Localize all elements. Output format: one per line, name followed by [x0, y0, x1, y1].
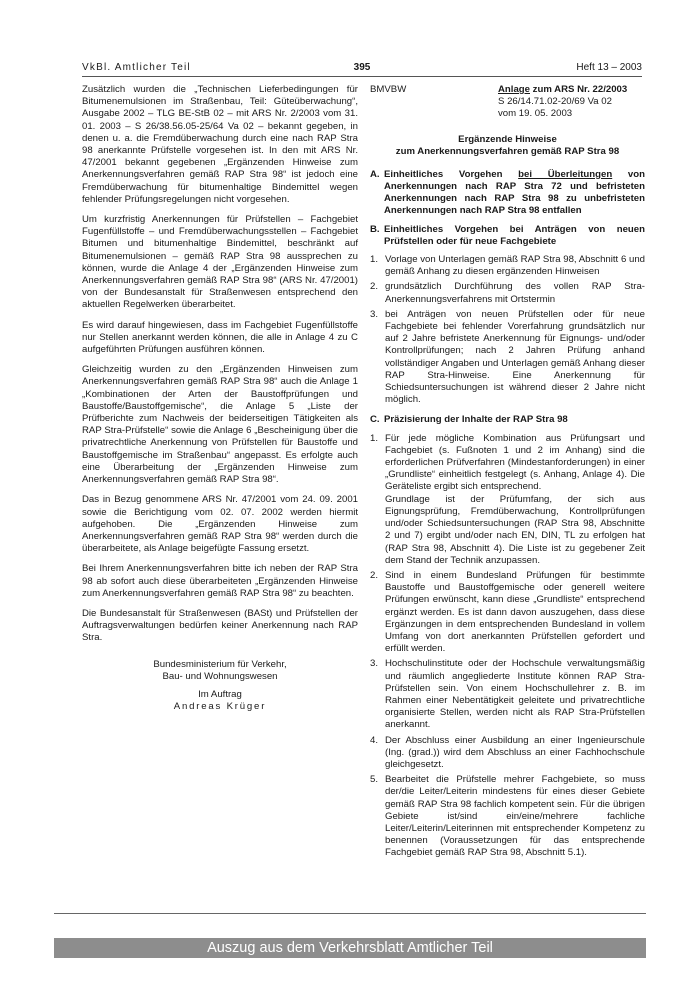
- paragraph: Das in Bezug genommene ARS Nr. 47/2001 vom 24. 09. 2001 sowie die Berichtigung vom 02. 07. 2002 werden hiermit aufgehoben. Die „Ergänzenden Hinweise zum Anerkennungsverfahren gemäß RAP Stra 98“ werden durch die überarbeitete, als Anlage beigefügte Fassung ersetzt.: [82, 494, 358, 555]
- page-number: 395: [353, 62, 371, 73]
- annex-date: vom 19. 05. 2003: [498, 108, 573, 120]
- paragraph: Es wird darauf hingewiesen, dass im Fachgebiet Fugenfüllstoffe nur Stellen anerkannt werden können, die alle in Anlage 4 zu C aufgeführten Prüfungen ausführen können.: [82, 319, 358, 356]
- title-line: Ergänzende Hinweise: [458, 134, 557, 145]
- paragraph: Bei Ihrem Anerkennungsverfahren bitte ich neben der RAP Stra 98 ab sofort auch diese überarbeiteten „Ergänzenden Hinweise zum Anerkennungsverfahren gemäß RAP Stra 98“ zu beachten.: [82, 563, 358, 599]
- annex-reference: [370, 84, 645, 124]
- left-column: [82, 84, 358, 713]
- list-item: 2. Sind in einem Bundesland Prüfungen für bestimmte Baustoffe und Baustoffgemische oder generell weitere Prüfungen erwünscht, kann diese „Grundliste“ entsprechend ergänzt werden. Es ist dann davon auszugehen, dass diese Ergänzungen in dem entsprechenden Bundesland in vollem Umfang von dort anerkannten Prüfstellen gefordert und erfüllt werden.: [370, 569, 645, 655]
- annex-ars-number: zum ARS Nr. 22/2003: [530, 84, 628, 95]
- section-text: Einheitliches Vorgehen: [384, 168, 519, 180]
- section-a-heading: [370, 169, 645, 218]
- section-label: C.: [370, 414, 380, 426]
- section-c-heading: [370, 414, 645, 426]
- section-text: Einheitliches Vorgehen bei Anträgen von neuen Prüfstellen oder für neue Fachgebiete: [384, 223, 645, 247]
- file-reference: S 26/14.71.02-20/69 Va 02: [498, 96, 612, 108]
- section-c-list: [370, 433, 645, 860]
- issue-label: Heft 13 – 2003: [576, 62, 642, 73]
- document-title: [370, 134, 645, 159]
- list-item: 4. Der Abschluss einer Ausbildung an einer Ingenieurschule (Ing. (grad.)) wird dem Abschluss an einer Fachhochschule gleichgesetzt.: [370, 734, 645, 770]
- section-b-list: [370, 254, 645, 406]
- annex-label: Anlage: [498, 84, 530, 95]
- list-item-paragraph: Grundlage ist der Prüfumfang, der sich aus Eignungsprüfung, Fremdüberwachung, Kontrollprüfungen und/oder Schiedsuntersuchungen (RAP Stra 98, Abschnitte 2 und 7) ergibt und/oder nach EN, DIN, TL zu erfolgen hat (RAP Stra 98, Abschnitt 4). Die Liste ist zu gegebener Zeit dem Stand der Technik anzupassen.: [385, 493, 645, 566]
- list-item-paragraph: Für jede mögliche Kombination aus Prüfungsart und Fachgebiet (s. Fußnoten 1 und 2 im Anhang) sind die erforderlichen Prüfverfahren (Mindestanforderungen) in einer „Grundliste“ einheitlich festgelegt (s. Anhang, Anlage 4). Die Geräteliste ergibt sich entsprechend.: [385, 432, 645, 493]
- list-item: 1. Vorlage von Unterlagen gemäß RAP Stra 98, Abschnitt 6 und gemäß Anhang zu diesen ergänzenden Hinweisen: [370, 254, 645, 278]
- list-item: 1. Für jede mögliche Kombination aus Prüfungsart und Fachgebiet (s. Fußnoten 1 und 2 im Anhang) sind die erforderlichen Prüfverfahren (Mindestanforderungen) in einer „Grundliste“ einheitlich festgelegt (s. Anhang, Anlage 4). Die Geräteliste ergibt sich entsprechend. Grundlage ist der Prüfumfang, der sich aus Eignungsprüfung, Fremdüberwachung, Kontrollprüfungen und/oder Schiedsuntersuchungen (RAP Stra 98, Abschnitte 2 und 7) ergibt und/oder nach EN, DIN, TL zu erfolgen hat (RAP Stra 98, Abschnitt 4). Die Liste ist zu gegebener Zeit dem Stand der Technik anzupassen.: [370, 432, 645, 566]
- page-header: [82, 62, 642, 77]
- paragraph: Die Bundesanstalt für Straßenwesen (BASt) und Prüfstellen der Auftragsverwaltungen bedürfen keiner Anerkennung nach RAP Stra.: [82, 607, 358, 644]
- paragraph: Um kurzfristig Anerkennungen für Prüfstellen – Fachgebiet Fugenfüllstoffe – und Fremdüberwachungsstellen – Fachgebiet Bitumen und bitumenhaltige Bindemittel, beschränkt auf Bitumenemulsionen – gemäß RAP Stra 98 aussprechen zu können, wurde die Anlage 4 der „Ergänzenden Hinweise zum Anerkennungsverfahren gemäß RAP Stra 98“ (ARS Nr. 47/2001) von der Bundesanstalt für Straßenwesen entsprechend den aktuellen Regelwerken überarbeitet.: [82, 214, 358, 311]
- by-order-line: Im Auftrag: [198, 688, 242, 700]
- ministry-line: Bau- und Wohnungswesen: [162, 670, 278, 682]
- section-text-underlined: bei Überleitungen: [518, 168, 613, 180]
- list-item: 5. Bearbeitet die Prüfstelle mehrer Fachgebiete, so muss der/die Leiter/Leiterin mindestens für eines dieser Gebiete gemäß RAP Stra 98 fachlich kompetent sein. Für die übrigen Gebiete ist/sind ein/eine/mehrere fachliche Leiter/Leiterin/Leiterinnen mit entsprechender Kompetenz zu benennen (Voraussetzungen für das entsprechende Fachgebiet gemäß RAP Stra 98, Abschnitt 5.1).: [370, 774, 645, 859]
- ministry-abbreviation: BMVBW: [370, 84, 407, 95]
- section-b-heading: [370, 224, 645, 248]
- section-label: B.: [370, 223, 380, 235]
- footer-divider: [54, 913, 646, 914]
- ministry-line: Bundesministerium für Verkehr,: [153, 658, 287, 670]
- section-text: Präzisierung der Inhalte der RAP Stra 98: [384, 414, 568, 426]
- section-text: von Anerkennungen nach RAP Stra 72 und befristeten Anerkennungen nach RAP Stra 98 zu unbefristeten Anerkennungen nach RAP Stra 98 entfallen: [384, 168, 645, 217]
- title-line: zum Anerkennungsverfahren gemäß RAP Stra 98: [395, 146, 620, 158]
- section-label: A.: [370, 168, 380, 180]
- signer-name: Andreas Krüger: [173, 701, 267, 713]
- list-item: 2. grundsätzlich Durchführung des vollen RAP Stra-Anerkennungsverfahrens mit Ortstermin: [370, 281, 645, 305]
- signature-block: [82, 659, 358, 714]
- list-item: 3. bei Anträgen von neuen Prüfstellen oder für neue Fachgebiete bei fehlender Vorerfahrung grundsätzlich nur auf 2 Jahre befristete Anerkennung für Eignungs- und/oder Kontrollprüfungen; nach 2 Jahren Prüfung anhand vollständiger Angaben und Unterlagen gemäß Anhang dieser RAP Stra-Hinweise. Eine Anerkennung für Schiedsuntersuchungen ist während dieser 2 Jahre nicht möglich.: [370, 308, 645, 406]
- paragraph: Zusätzlich wurden die „Technischen Lieferbedingungen für Bitumenemulsionen im Straßenbau, Teil: Güteüberwachung“, Ausgabe 2002 – TLG BE-StB 02 – mit ARS Nr. 2/2003 vom 31. 01. 2003 – S 26/38.56.05-25/64 Va 02 – bekannt gegeben, in denen u. a. die Fremdüberwachung durch eine nach RAP Stra 98 anerkannte Prüfstelle vorgesehen ist. In den mit ARS Nr. 47/2001 bekannt gegebenen „Ergänzenden Hinweise zum Anerkennungsverfahren gemäß RAP Stra 98“ ist jedoch eine Fremdüberwachung für bitumenhaltige Bindemittel wegen fehlender Prüfungsregelungen nicht vorgesehen.: [82, 84, 358, 205]
- right-column: [370, 84, 645, 868]
- footer-banner: Auszug aus dem Verkehrsblatt Amtlicher Teil: [54, 938, 646, 958]
- list-item: 3. Hochschulinstitute oder der Hochschule verwaltungsmäßig und räumlich angegliederte Institute können RAP Stra-Prüfstellen sein. Von einem Hochschullehrer z. B. im Rahmen einer Nebentätigkeit geleitete und privatrechtliche organisierte Stellen, werden nicht als RAP Stra-Prüfstellen anerkannt.: [370, 658, 645, 731]
- paragraph: Gleichzeitig wurden zu den „Ergänzenden Hinweisen zum Anerkennungsverfahren gemäß RAP Stra 98“ auch die Anlage 1 „Kombinationen der Arten der Baustoffprüfungen und Baustoffe/Baustoffgemische“, die Anlage 5 „Liste der Prüfberichte zum Nachweis der beiderseitigen Tätigkeiten als RAP Stra-Prüfstelle“ sowie die Anlage 6 „Bescheinigung über die privatrechtliche Anerkennung von Prüfstellen für Baustoffe und Baustoffgemische im Straßenbau“ angepasst. Es erfolgte auch eine Überarbeitung der „Ergänzenden Hinweise zum Anerkennungsverfahren gemäß RAP Stra 98“.: [82, 364, 358, 486]
- journal-title: VkBl. Amtlicher Teil: [82, 62, 191, 73]
